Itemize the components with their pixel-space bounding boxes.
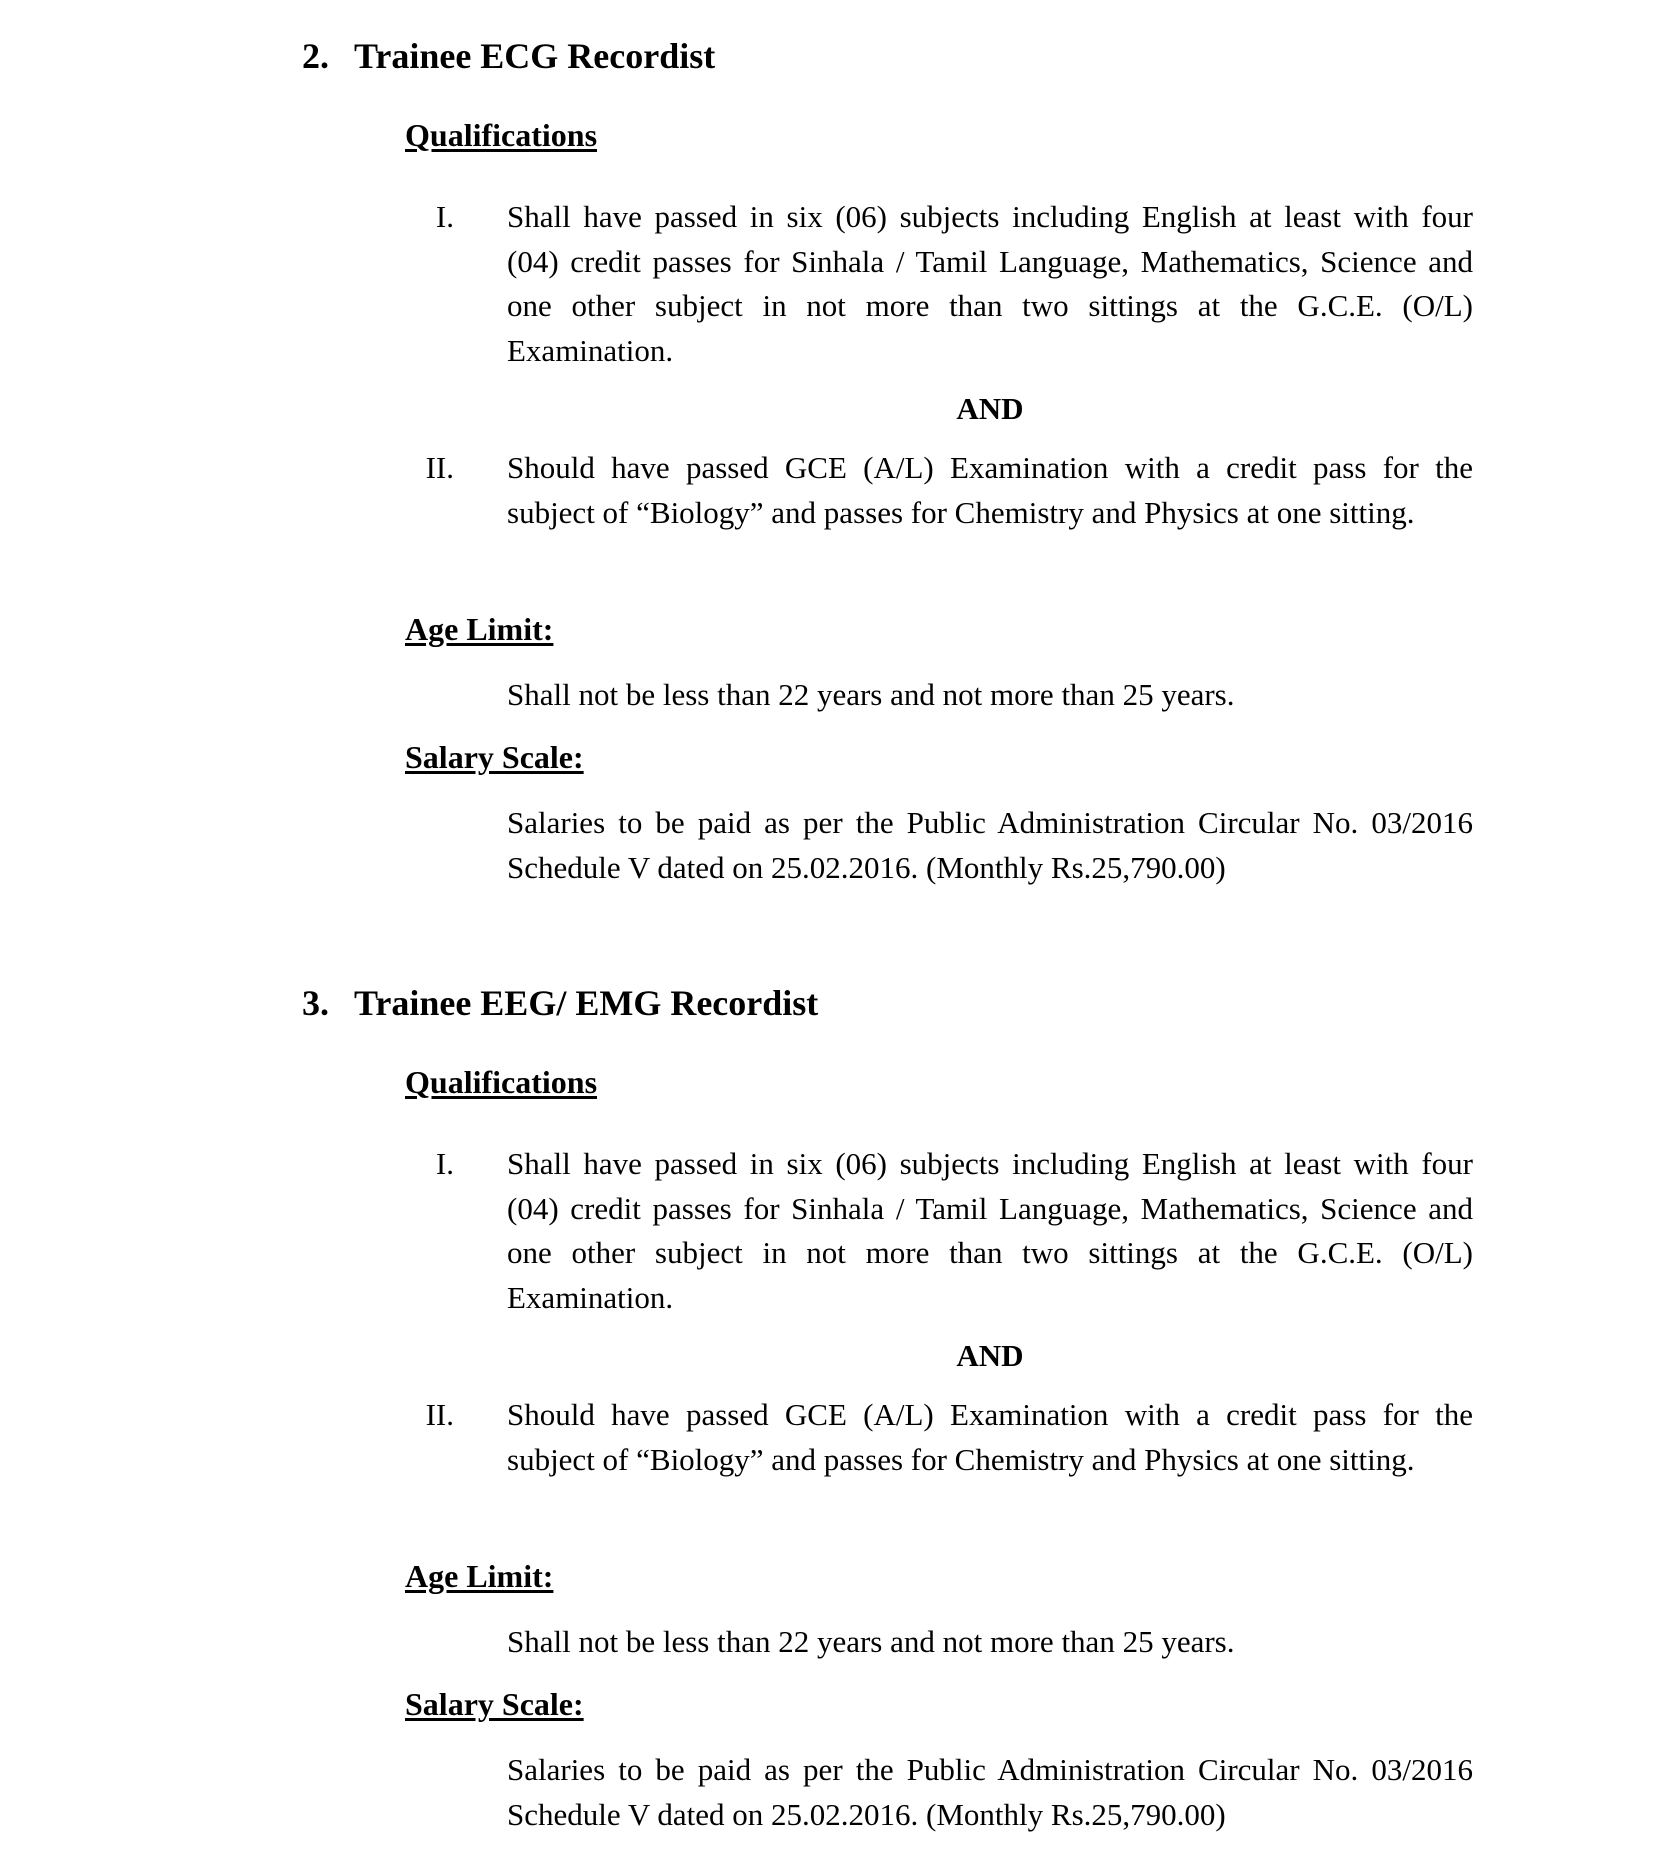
section-title: Trainee ECG Recordist xyxy=(354,36,716,76)
age-limit-heading: Age Limit: xyxy=(405,1558,554,1594)
age-limit-text: Shall not be less than 22 years and not more than 25 years. xyxy=(507,1624,1235,1659)
salary-scale-heading: Salary Scale: xyxy=(405,739,584,775)
qualification-item-text: Should have passed GCE (A/L) Examination with a credit pass for the subject of “Biology” and passes for Chemistry and Physics at one sitting. xyxy=(507,450,1473,530)
salary-scale-heading: Salary Scale: xyxy=(405,1686,584,1722)
section-number: 2. xyxy=(302,36,329,76)
qualification-item-text: Should have passed GCE (A/L) Examination with a credit pass for the subject of “Biology” and passes for Chemistry and Physics at one sitting. xyxy=(507,1397,1473,1477)
salary-scale-text: Salaries to be paid as per the Public Administration Circular No. 03/2016 Schedule V dated on 25.02.2016. (Monthly Rs.25,790.00) xyxy=(507,805,1473,885)
item-numeral: II. xyxy=(425,450,454,485)
qualification-item-text: Shall have passed in six (06) subjects including English at least with four (04) credit passes for Sinhala / Tamil Language, Mathematics, Science and one other subject in not more than two sittings at the G.C.E. (O/L) Examination. xyxy=(507,1146,1473,1315)
and-connector: AND xyxy=(956,1338,1024,1373)
age-limit-heading: Age Limit: xyxy=(405,611,554,647)
section-heading xyxy=(302,981,818,1025)
age-limit-text: Shall not be less than 22 years and not more than 25 years. xyxy=(507,677,1235,712)
and-connector: AND xyxy=(956,391,1024,426)
section-number: 3. xyxy=(302,983,329,1023)
qualifications-heading: Qualifications xyxy=(405,117,598,153)
salary-scale-text: Salaries to be paid as per the Public Administration Circular No. 03/2016 Schedule V dated on 25.02.2016. (Monthly Rs.25,790.00) xyxy=(507,1752,1473,1832)
item-numeral: I. xyxy=(435,1146,454,1181)
qualification-item-text: Shall have passed in six (06) subjects including English at least with four (04) credit passes for Sinhala / Tamil Language, Mathematics, Science and one other subject in not more than two sittings at the G.C.E. (O/L) Examination. xyxy=(507,199,1473,368)
item-numeral: II. xyxy=(425,1397,454,1432)
item-numeral: I. xyxy=(435,199,454,234)
section-title: Trainee EEG/ EMG Recordist xyxy=(354,983,819,1023)
section-heading xyxy=(302,34,715,78)
qualifications-heading: Qualifications xyxy=(405,1064,598,1100)
